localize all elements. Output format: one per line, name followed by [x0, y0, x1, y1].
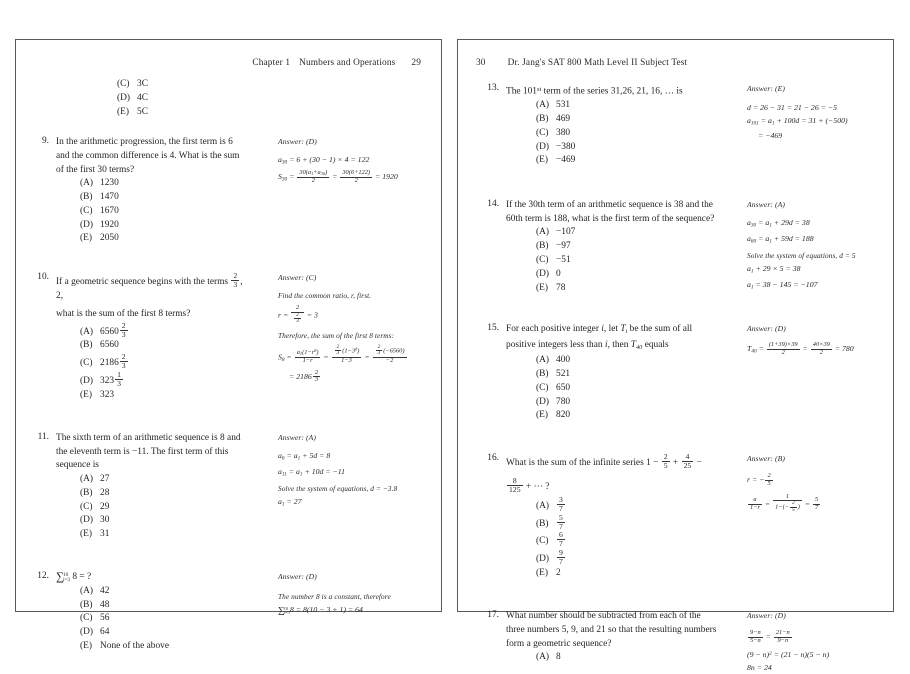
stem-mid: , 2, — [56, 277, 243, 301]
work-line: $a_1 + 29 \times 5 = 38$ — [747, 263, 801, 275]
list-item[interactable] — [536, 549, 721, 567]
choice-label: (D) — [536, 268, 550, 279]
stem-post: what is the sum of the first 8 terms? — [56, 309, 191, 320]
work-line: ∑ 10 i=3 8 = 8(10 − 3 + 1) = 64 — [278, 605, 363, 616]
list-item[interactable] — [536, 240, 721, 254]
choice-label: (A) — [536, 100, 550, 111]
list-item[interactable] — [536, 409, 721, 423]
choice-text: 78 — [556, 282, 566, 293]
stem-ordinal-suffix: st — [536, 86, 542, 93]
choice-text: −469 — [556, 155, 576, 166]
question-15 — [472, 323, 879, 423]
choice-fraction: $\frac{2}{3}$ — [121, 320, 126, 339]
list-item[interactable] — [536, 354, 721, 368]
left-page — [15, 39, 442, 652]
choice-label: (E) — [117, 106, 129, 117]
choice-label: (C) — [80, 501, 93, 512]
work-line: $a_1 = 38 - 145 = -107$ — [747, 279, 818, 291]
choice-list — [506, 496, 721, 580]
stem-pre: If a geometric sequence begins with the terms — [56, 277, 229, 287]
list-item[interactable] — [80, 501, 246, 515]
work-line: $a_{11} = a_1 + 10d = -11$ — [278, 467, 346, 478]
choice-text: 4C — [137, 92, 148, 103]
question-stem — [506, 83, 721, 99]
stem-fraction-2: $\frac{4}{25}$ — [683, 452, 692, 471]
choice-text: −380 — [556, 141, 576, 152]
choice-label: (A) — [80, 474, 94, 485]
choice-text: 2050 — [100, 233, 119, 244]
question-stem: If the 30th term of an arithmetic sequence is 38 and the 60th term is 188, what is the first term of the sequence? — [506, 200, 715, 224]
choice-label: (D) — [536, 141, 550, 152]
answer-label: Answer: (A) — [747, 200, 786, 210]
choice-label: (A) — [536, 500, 550, 511]
stem-minus: − — [696, 458, 702, 468]
question-14 — [472, 199, 879, 295]
question-number: 11. — [37, 432, 49, 443]
choice-label: (B) — [80, 487, 93, 498]
choice-text: 469 — [556, 114, 571, 125]
list-item[interactable] — [536, 567, 721, 581]
answer-column-11 — [278, 432, 428, 511]
question-number: 12. — [37, 571, 49, 582]
list-item[interactable] — [80, 219, 241, 233]
list-item[interactable] — [536, 496, 721, 514]
choice-label: (B) — [536, 368, 549, 379]
choice-label: (A) — [536, 652, 550, 663]
choice-fraction: $\frac{5}{7}$ — [559, 512, 563, 531]
list-item[interactable] — [117, 78, 427, 92]
question-stem: What number should be subtracted from each of the three numbers 5, 9, and 21 so that the resulting numbers form a geometric sequence? — [506, 611, 717, 649]
stem-mid2: be the sum of all positive integers less than — [506, 324, 693, 350]
choice-fraction: $\frac{6}{7}$ — [559, 530, 563, 549]
choice-text: 820 — [556, 410, 571, 421]
list-item[interactable] — [536, 154, 721, 168]
orphan-choice-list — [30, 78, 427, 119]
list-item[interactable] — [117, 106, 427, 120]
work-line: $\frac{a}{1-r}$ = 1 1−(− $\frac{2}{5}$ ) = $\frac{5}{7}$ — [750, 492, 819, 513]
choice-fraction: $\frac{9}{7}$ — [559, 547, 563, 567]
list-item[interactable]: (C) 2186 $\frac{2}{3}$ — [80, 352, 126, 371]
list-item[interactable] — [536, 382, 721, 396]
choice-text: 1230 — [100, 178, 119, 189]
stem-fraction-3: $\frac{8}{125}$ — [509, 475, 521, 494]
question-stem — [56, 272, 251, 303]
sum-lower: i=3 — [283, 609, 290, 615]
list-item[interactable] — [80, 473, 246, 487]
choice-label: (C) — [80, 613, 93, 624]
list-item[interactable] — [536, 127, 721, 141]
answer-label: Answer: (D) — [278, 137, 317, 147]
choice-fraction: $\frac{2}{3}$ — [121, 352, 126, 371]
choice-label: (D) — [80, 219, 94, 230]
list-item[interactable]: (E) 323 — [80, 389, 251, 403]
choice-text: 400 — [556, 355, 571, 366]
stem-pre: For each positive integer — [506, 324, 602, 335]
answer-label: Answer: (A) — [278, 433, 317, 443]
list-item[interactable] — [80, 487, 246, 501]
list-item[interactable] — [80, 612, 246, 626]
running-head-title: Numbers and Operations — [299, 58, 396, 68]
choice-list — [56, 177, 241, 246]
choice-label: (C) — [536, 536, 549, 547]
answer-label: Answer: (B) — [747, 454, 786, 464]
running-head-page-number: 29 — [411, 58, 421, 68]
choice-label: (A) — [536, 227, 550, 238]
list-item[interactable] — [80, 205, 241, 219]
choice-label: (B) — [536, 114, 549, 125]
choice-label: (D) — [80, 515, 94, 526]
question-number: 16. — [487, 453, 499, 464]
choice-label: (E) — [80, 389, 92, 400]
choice-text: 650 — [556, 382, 571, 393]
stem-fraction: $\frac{2}{3}$ — [233, 271, 238, 290]
choice-text: −51 — [556, 255, 571, 266]
work-note: Solve the system of equations, d = −3.8 — [278, 483, 398, 493]
choice-text: 780 — [556, 396, 571, 407]
list-item[interactable]: (D) 323 $\frac{1}{3}$ — [80, 369, 121, 388]
running-head-page-number: 30 — [476, 58, 486, 68]
choice-label: (D) — [536, 553, 550, 564]
choice-label: (B) — [536, 518, 549, 529]
list-item[interactable] — [80, 640, 246, 654]
choice-label: (A) — [536, 355, 550, 366]
stem-var-T40: $T_{40}$ — [630, 339, 643, 351]
question-13 — [472, 83, 879, 168]
work-line: 8n = 24 — [747, 662, 772, 672]
answer-column-13 — [747, 83, 897, 143]
work-line: $a_{30} = 6 + (30 - 1) \times 4 = 122$ — [278, 155, 370, 166]
right-page — [457, 39, 894, 672]
sum-upper: 10 — [63, 572, 69, 579]
answer-label: Answer: (D) — [747, 324, 786, 334]
choice-text: 5C — [137, 106, 148, 117]
list-item[interactable] — [536, 651, 721, 665]
question-stem-cont — [506, 477, 721, 494]
answer-column-12 — [278, 571, 428, 618]
answer-column-16 — [747, 453, 897, 515]
list-item[interactable] — [536, 531, 721, 549]
choice-text: 8 — [556, 652, 561, 663]
list-item[interactable] — [536, 368, 721, 382]
choice-label: (E) — [536, 567, 548, 578]
stem-pre: What is the sum of the infinite series 1 − — [506, 458, 659, 468]
choice-text: 2 — [556, 567, 561, 578]
choice-text: 0 — [556, 268, 561, 279]
list-item[interactable] — [80, 585, 246, 599]
question-10 — [30, 272, 427, 402]
choice-list — [506, 99, 721, 168]
choice-text: 30 — [100, 515, 110, 526]
stem-var-T: $T_i$ — [620, 324, 628, 336]
summation-symbol: ∑ 10 i=3 — [56, 571, 70, 584]
choice-label: (C) — [536, 255, 549, 266]
stem-end: + ⋯ ? — [525, 481, 550, 492]
stem-var-i: i — [601, 324, 604, 335]
choice-label: (B) — [80, 340, 93, 351]
stem-post: equals — [642, 339, 669, 350]
question-17 — [472, 610, 879, 672]
question-9 — [30, 136, 427, 246]
list-item[interactable] — [117, 92, 427, 106]
running-head-chapter: Chapter 1 — [252, 58, 291, 68]
choice-fraction: $\frac{1}{3}$ — [117, 369, 121, 388]
choice-label: (C) — [117, 79, 130, 89]
choice-text: 31 — [100, 529, 110, 540]
list-item[interactable]: (B) 6560 — [80, 339, 251, 353]
work-line: = 2186 $\frac{2}{3}$ — [289, 368, 318, 384]
question-stem — [506, 323, 721, 354]
stem-fraction-1: $\frac{2}{5}$ — [663, 452, 668, 471]
choice-label: (B) — [80, 599, 93, 610]
list-item[interactable]: (A) 6560 $\frac{2}{3}$ — [80, 320, 126, 339]
choice-label: (E) — [80, 233, 92, 244]
question-number: 14. — [487, 199, 499, 210]
right-page-running-head — [476, 58, 879, 68]
choice-text: −107 — [556, 227, 576, 238]
choice-list — [56, 322, 251, 403]
choice-list — [506, 651, 721, 665]
choice-text: 1470 — [100, 191, 119, 202]
choice-list — [506, 226, 721, 295]
choice-label: (E) — [536, 155, 548, 166]
choice-text: 1670 — [100, 205, 119, 216]
choice-label: (E) — [80, 641, 92, 652]
list-item[interactable] — [80, 177, 241, 191]
choice-text: −97 — [556, 241, 571, 252]
work-note: Therefore, the sum of the first 8 terms: — [278, 330, 395, 340]
list-item[interactable] — [536, 514, 721, 532]
list-item[interactable] — [80, 191, 241, 205]
answer-label: Answer: (D) — [747, 611, 786, 621]
choice-text: 29 — [100, 501, 110, 512]
choice-text: 28 — [100, 487, 110, 498]
question-number: 13. — [487, 83, 499, 93]
question-stem: In the arithmetic progression, the first term is 6 and the common difference is 4. What is the sum of the first 30 terms? — [56, 137, 240, 175]
list-item[interactable] — [80, 599, 246, 613]
question-16 — [472, 453, 879, 580]
work-line: $a_{30} = a_1 + 29d = 38$ — [747, 218, 810, 229]
list-item[interactable] — [80, 514, 246, 528]
list-item[interactable] — [80, 626, 246, 640]
answer-column-10 — [278, 272, 428, 385]
list-item[interactable] — [536, 226, 721, 240]
choice-text: 521 — [556, 368, 571, 379]
work-line: d = 26 − 31 = 21 − 26 = −5 — [747, 103, 838, 112]
work-line: $a_{60} = a_1 + 59d = 188$ — [747, 234, 814, 245]
stem-pre: The 101 — [506, 86, 537, 97]
work-line: r = − $\frac{2}{5}$ — [747, 472, 771, 487]
final-result: 8 = 8(10 − 3 + 1) = 64 — [289, 605, 363, 615]
work-note: The number 8 is a constant, therefore — [278, 592, 391, 602]
choice-label: (E) — [536, 282, 548, 293]
list-item[interactable] — [536, 113, 721, 127]
choice-text: 3C — [137, 79, 148, 89]
answer-label: Answer: (D) — [278, 572, 317, 582]
choice-label: (C) — [536, 127, 549, 138]
work-line: $a_6 = a_1 + 5d = 8$ — [278, 451, 331, 462]
work-line: $(9 - n)^2 = (21 - n)(5 - n)$ — [747, 650, 830, 660]
choice-text: 531 — [556, 100, 571, 111]
question-number: 9. — [41, 136, 49, 147]
work-note: Solve the system of equations, d = 5 — [747, 250, 856, 260]
choice-label: (C) — [80, 358, 93, 369]
work-line: $a_1 = 27$ — [278, 496, 302, 508]
list-item[interactable] — [536, 282, 721, 296]
stem-mid3: , then — [607, 339, 631, 350]
stem-mid: , let — [603, 324, 621, 335]
question-12 — [30, 571, 427, 654]
list-item[interactable] — [80, 232, 241, 246]
answer-column-15 — [747, 323, 897, 359]
answer-label: Answer: (C) — [278, 273, 317, 283]
question-number: 15. — [487, 323, 499, 334]
choice-label: (A) — [80, 585, 94, 596]
choice-list — [506, 354, 721, 423]
question-11 — [30, 432, 427, 542]
list-item[interactable] — [80, 528, 246, 542]
work-line: $S_{30}$ = $\frac{30(a_1+a_{30})}{2}$ = $\frac{30(6+122)}{2}$ = 1920 — [278, 169, 398, 185]
answer-label: Answer: (E) — [747, 84, 786, 93]
question-stem — [506, 453, 721, 470]
answer-column-17 — [747, 610, 897, 674]
list-item[interactable] — [536, 268, 721, 282]
choice-text: 27 — [100, 474, 110, 485]
choice-text: 48 — [100, 599, 110, 610]
choice-label: (D) — [117, 92, 131, 103]
list-item[interactable] — [536, 141, 721, 155]
choice-text: 64 — [100, 627, 110, 638]
choice-text: 42 — [100, 585, 110, 596]
question-stem: ∑ 10 i=3 8 = ? — [56, 571, 92, 584]
choice-label: (C) — [536, 382, 549, 393]
answer-column-14 — [747, 199, 897, 294]
stem-plus: + — [672, 458, 679, 468]
question-stem: The sixth term of an arithmetic sequence is 8 and the eleventh term is −11. The first term of this sequence is — [56, 433, 241, 471]
choice-label: (E) — [80, 529, 92, 540]
choice-text: 1920 — [100, 219, 119, 230]
work-line: $S_8$ = $\frac{a_1(1-r^8)}{1-r}$ = $\frac{2}{3}$ $(1-3^8)$ 1−3 = $\frac{2}{3}$ (−6560) −2 — [278, 343, 405, 364]
work-line: r = $\frac{2}{\frac{2}{3}}$ = 3 — [278, 304, 318, 325]
choice-label: (D) — [80, 627, 94, 638]
choice-label: (B) — [536, 241, 549, 252]
list-item[interactable] — [536, 396, 721, 410]
sum-lower: i=3 — [63, 576, 70, 583]
choice-label: (E) — [536, 410, 548, 421]
work-line: = −469 — [758, 131, 783, 141]
choice-label: (A) — [80, 326, 94, 337]
work-line: $T_{40}$ = $\frac{(1+39)\times 39}{2}$ = $\frac{40\times 39}{2}$ = 780 — [747, 341, 854, 357]
choice-list — [56, 585, 246, 654]
question-number: 17. — [487, 610, 499, 621]
choice-text: None of the above — [100, 641, 169, 652]
work-note: Find the common ratio, r, first. — [278, 291, 372, 301]
choice-text: 56 — [100, 613, 110, 624]
choice-list — [56, 473, 246, 542]
choice-label: (B) — [80, 191, 93, 202]
work-line: $\frac{9-n}{5-n}$ = $\frac{21-n}{9-n}$ — [750, 629, 790, 645]
left-page-running-head — [30, 58, 421, 68]
sum-upper: 10 — [283, 605, 288, 611]
stem-post: term of the series 31,26, 21, 16, … is — [541, 86, 683, 97]
stem-var-i2: i — [604, 339, 608, 350]
answer-column-9 — [278, 136, 428, 187]
list-item[interactable] — [536, 99, 721, 113]
work-line: $a_{101} = a_1 + 100d = 31 + (-500)$ — [747, 115, 848, 126]
list-item[interactable] — [536, 254, 721, 268]
choice-label: (D) — [80, 375, 94, 386]
choice-text: 380 — [556, 127, 571, 138]
running-head-book-title: Dr. Jang's SAT 800 Math Level II Subject Test — [507, 58, 688, 68]
choice-label: (D) — [536, 396, 550, 407]
choice-label: (A) — [80, 178, 94, 189]
choice-label: (C) — [80, 205, 93, 216]
question-number: 10. — [37, 272, 49, 283]
choice-fraction: $\frac{3}{7}$ — [559, 495, 563, 514]
